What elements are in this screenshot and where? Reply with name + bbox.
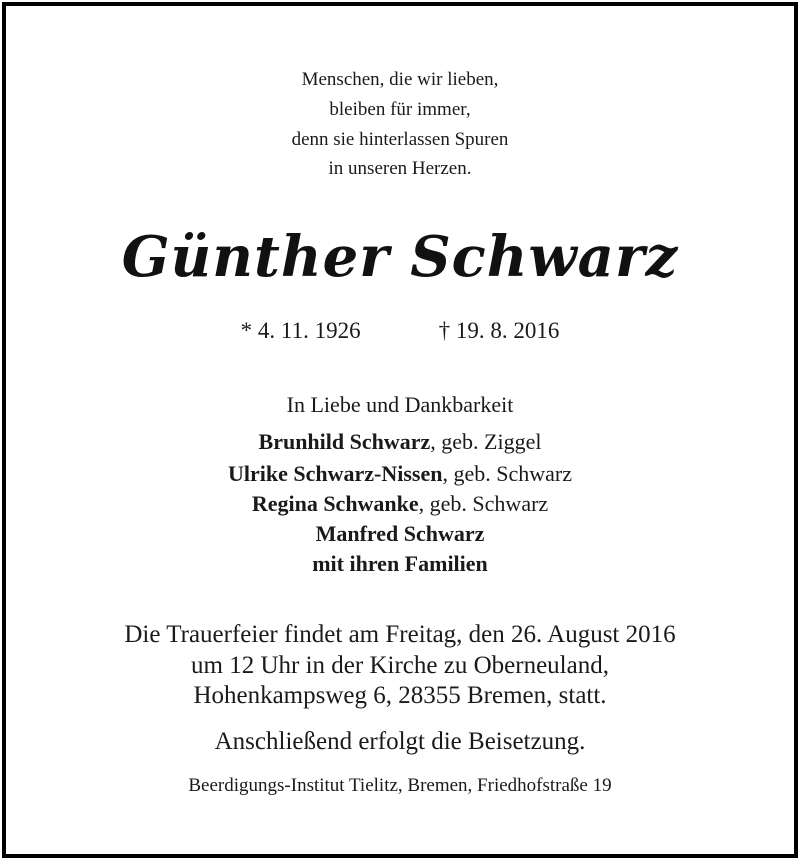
- ceremony-line-3: Hohenkampsweg 6, 28355 Bremen, statt.: [193, 682, 607, 709]
- deceased-name: Günther Schwarz: [121, 224, 679, 290]
- family-member: Ulrike Schwarz-Nissen, geb. Schwarz: [228, 461, 572, 486]
- dedication: In Liebe und Dankbarkeit: [286, 392, 514, 417]
- ceremony-line-2: um 12 Uhr in der Kirche zu Oberneuland,: [191, 652, 609, 679]
- death-date: † 19. 8. 2016: [438, 318, 560, 343]
- family-member: mit ihren Familien: [312, 551, 488, 576]
- life-dates: [6, 318, 794, 344]
- poem-line-4: in unseren Herzen.: [328, 158, 472, 179]
- family-member: Brunhild Schwarz, geb. Ziggel: [258, 429, 542, 454]
- birth-date: * 4. 11. 1926: [240, 318, 361, 343]
- burial-note: Anschließend erfolgt die Beisetzung.: [214, 728, 586, 755]
- poem-line-2: bleiben für immer,: [329, 99, 471, 120]
- family-member: Regina Schwanke, geb. Schwarz: [251, 491, 549, 516]
- undertaker-info: Beerdigungs-Institut Tielitz, Bremen, Friedhofstraße 19: [188, 775, 612, 796]
- obituary-notice: [2, 2, 798, 858]
- poem-line-3: denn sie hinterlassen Spuren: [291, 129, 509, 150]
- ceremony-line-1: Die Trauerfeier findet am Freitag, den 26. August 2016: [124, 621, 676, 648]
- family-member: Manfred Schwarz: [315, 521, 485, 546]
- poem-line-1: Menschen, die wir lieben,: [301, 69, 499, 90]
